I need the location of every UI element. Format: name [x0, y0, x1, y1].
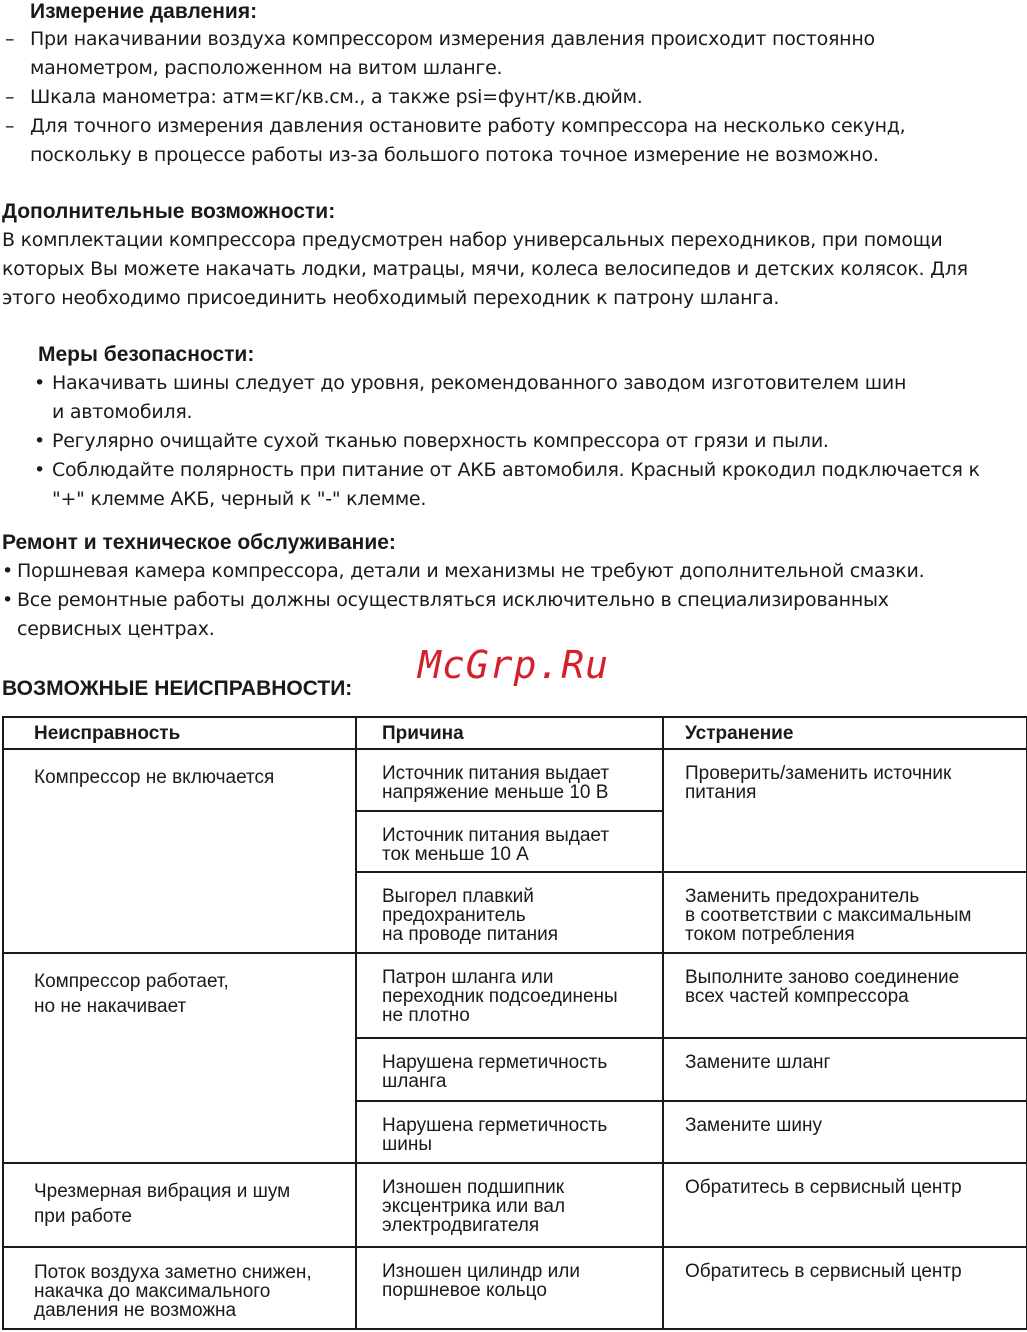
cause-text: Нарушена герметичность: [382, 1052, 608, 1073]
cause-cell: [356, 749, 663, 811]
column-header-fault: Неисправность: [3, 717, 356, 749]
cause-text: ток меньше 10 А: [382, 844, 529, 865]
fix-text: Выполните заново соединение: [685, 967, 960, 988]
fix-text: Замените шину: [685, 1115, 822, 1136]
cause-text: поршневое кольцо: [382, 1280, 547, 1301]
safety-item-3-line-2: "+" клемме АКБ, черный к "-" клемме.: [52, 488, 427, 510]
bullet-marker: •: [34, 459, 45, 481]
column-header-cause: Причина: [356, 717, 663, 749]
cause-text: электродвигателя: [382, 1215, 540, 1236]
cause-text: Изношен цилиндр или: [382, 1261, 580, 1282]
repair-item-2-line-2: сервисных центрах.: [17, 618, 215, 640]
cause-text: на проводе питания: [382, 924, 559, 945]
safety-item-2-line-1: Регулярно очищайте сухой тканью поверхность компрессора от грязи и пыли.: [52, 430, 829, 452]
extras-line-1: В комплектации компрессора предусмотрен набор универсальных переходников, при помощи: [2, 229, 943, 251]
fault-cell: [3, 749, 356, 953]
safety-heading: Меры безопасности:: [38, 343, 255, 366]
fix-text: всех частей компрессора: [685, 986, 909, 1007]
extras-line-3: этого необходимо присоединить необходимый переходник к патрону шланга.: [2, 287, 780, 309]
fix-text: Обратитесь в сервисный центр: [685, 1261, 962, 1282]
cause-text: эксцентрика или вал: [382, 1196, 566, 1217]
fix-cell: [663, 1163, 1027, 1247]
fix-cell: [663, 1038, 1027, 1101]
bullet-marker: •: [2, 589, 13, 611]
safety-item-1-line-1: Накачивать шины следует до уровня, рекомендованного заводом изготовителем шин: [52, 372, 907, 394]
pressure-heading: Измерение давления:: [30, 0, 258, 23]
fix-text: в соответствии с максимальным: [685, 905, 972, 926]
list-marker: –: [5, 28, 15, 50]
list-marker: –: [5, 86, 15, 108]
fault-text: давления не возможна: [34, 1300, 237, 1321]
cause-text: не плотно: [382, 1005, 470, 1026]
pressure-item-1-line-1: При накачивании воздуха компрессором измерения давления происходит постоянно: [30, 28, 875, 50]
fault-text: Поток воздуха заметно снижен,: [34, 1262, 312, 1283]
cause-cell: [356, 1163, 663, 1247]
pressure-item-3-line-2: поскольку в процессе работы из-за большого потока точное измерение не возможно.: [30, 144, 879, 166]
pressure-item-2-line-1: Шкала манометра: атм=кг/кв.см., а также psi=фунт/кв.дюйм.: [30, 86, 643, 108]
fix-text: Обратитесь в сервисный центр: [685, 1177, 962, 1198]
fix-text: Проверить/заменить источник: [685, 763, 952, 784]
repair-item-1-line-1: Поршневая камера компрессора, детали и механизмы не требуют дополнительной смазки.: [17, 560, 925, 582]
pressure-item-3-line-1: Для точного измерения давления остановите работу компрессора на несколько секунд,: [30, 115, 906, 137]
cause-cell: [356, 953, 663, 1038]
table-row: [3, 1163, 1027, 1247]
cause-text: Источник питания выдает: [382, 825, 610, 846]
repair-item-2-line-1: Все ремонтные работы должны осуществляться исключительно в специализированных: [17, 589, 889, 611]
fix-text: током потребления: [685, 924, 855, 945]
extras-line-2: которых Вы можете накачать лодки, матрацы, мячи, колеса велосипедов и детских колясок. Для: [2, 258, 968, 280]
cause-text: переходник подсоединены: [382, 986, 618, 1007]
safety-item-3-line-1: Соблюдайте полярность при питание от АКБ автомобиля. Красный крокодил подключается к: [52, 459, 980, 481]
cause-cell: [356, 1101, 663, 1163]
bullet-marker: •: [34, 372, 45, 394]
bullet-marker: •: [34, 430, 45, 452]
cause-text: шины: [382, 1134, 433, 1155]
safety-item-1-line-2: и автомобиля.: [52, 401, 193, 423]
cause-text: Нарушена герметичность: [382, 1115, 608, 1136]
fault-cell: [3, 953, 356, 1163]
table-header-row: [3, 717, 1027, 749]
table-row: [3, 749, 1027, 811]
table-row: [3, 1247, 1027, 1329]
cause-text: напряжение меньше 10 В: [382, 782, 609, 803]
fault-cell: [3, 1163, 356, 1247]
fault-cell: [3, 1247, 356, 1329]
watermark: McGrp.Ru: [418, 643, 610, 687]
cause-text: Источник питания выдает: [382, 763, 610, 784]
fault-text: Чрезмерная вибрация и шум: [34, 1181, 291, 1202]
fix-cell: [663, 1101, 1027, 1163]
faults-heading: ВОЗМОЖНЫЕ НЕИСПРАВНОСТИ:: [2, 677, 353, 700]
fix-cell: [663, 872, 1027, 953]
pressure-item-1-line-2: манометром, расположенном на витом шланге.: [30, 57, 503, 79]
column-header-fix: Устранение: [663, 717, 1027, 749]
fix-cell: [663, 749, 1027, 872]
cause-text: Изношен подшипник: [382, 1177, 565, 1198]
cause-text: Патрон шланга или: [382, 967, 554, 988]
faults-table: [2, 716, 1027, 1330]
fault-text: Компрессор работает,: [34, 971, 229, 992]
cause-cell: [356, 872, 663, 953]
cause-cell: [356, 1247, 663, 1329]
fault-text: при работе: [34, 1206, 132, 1227]
fix-cell: [663, 953, 1027, 1038]
fix-text: Замените шланг: [685, 1052, 831, 1073]
cause-text: предохранитель: [382, 905, 526, 926]
fix-cell: [663, 1247, 1027, 1329]
table-row: [3, 953, 1027, 1038]
extras-heading: Дополнительные возможности:: [2, 200, 336, 223]
fault-text: Компрессор не включается: [34, 767, 275, 788]
list-marker: –: [5, 115, 15, 137]
repair-heading: Ремонт и техническое обслуживание:: [2, 531, 396, 554]
fault-text: накачка до максимального: [34, 1281, 271, 1302]
cause-text: Выгорел плавкий: [382, 886, 534, 907]
cause-cell: [356, 1038, 663, 1101]
cause-text: шланга: [382, 1071, 447, 1092]
fix-text: Заменить предохранитель: [685, 886, 920, 907]
cause-cell: [356, 811, 663, 872]
fix-text: питания: [685, 782, 757, 803]
bullet-marker: •: [2, 560, 13, 582]
fault-text: но не накачивает: [34, 996, 187, 1017]
